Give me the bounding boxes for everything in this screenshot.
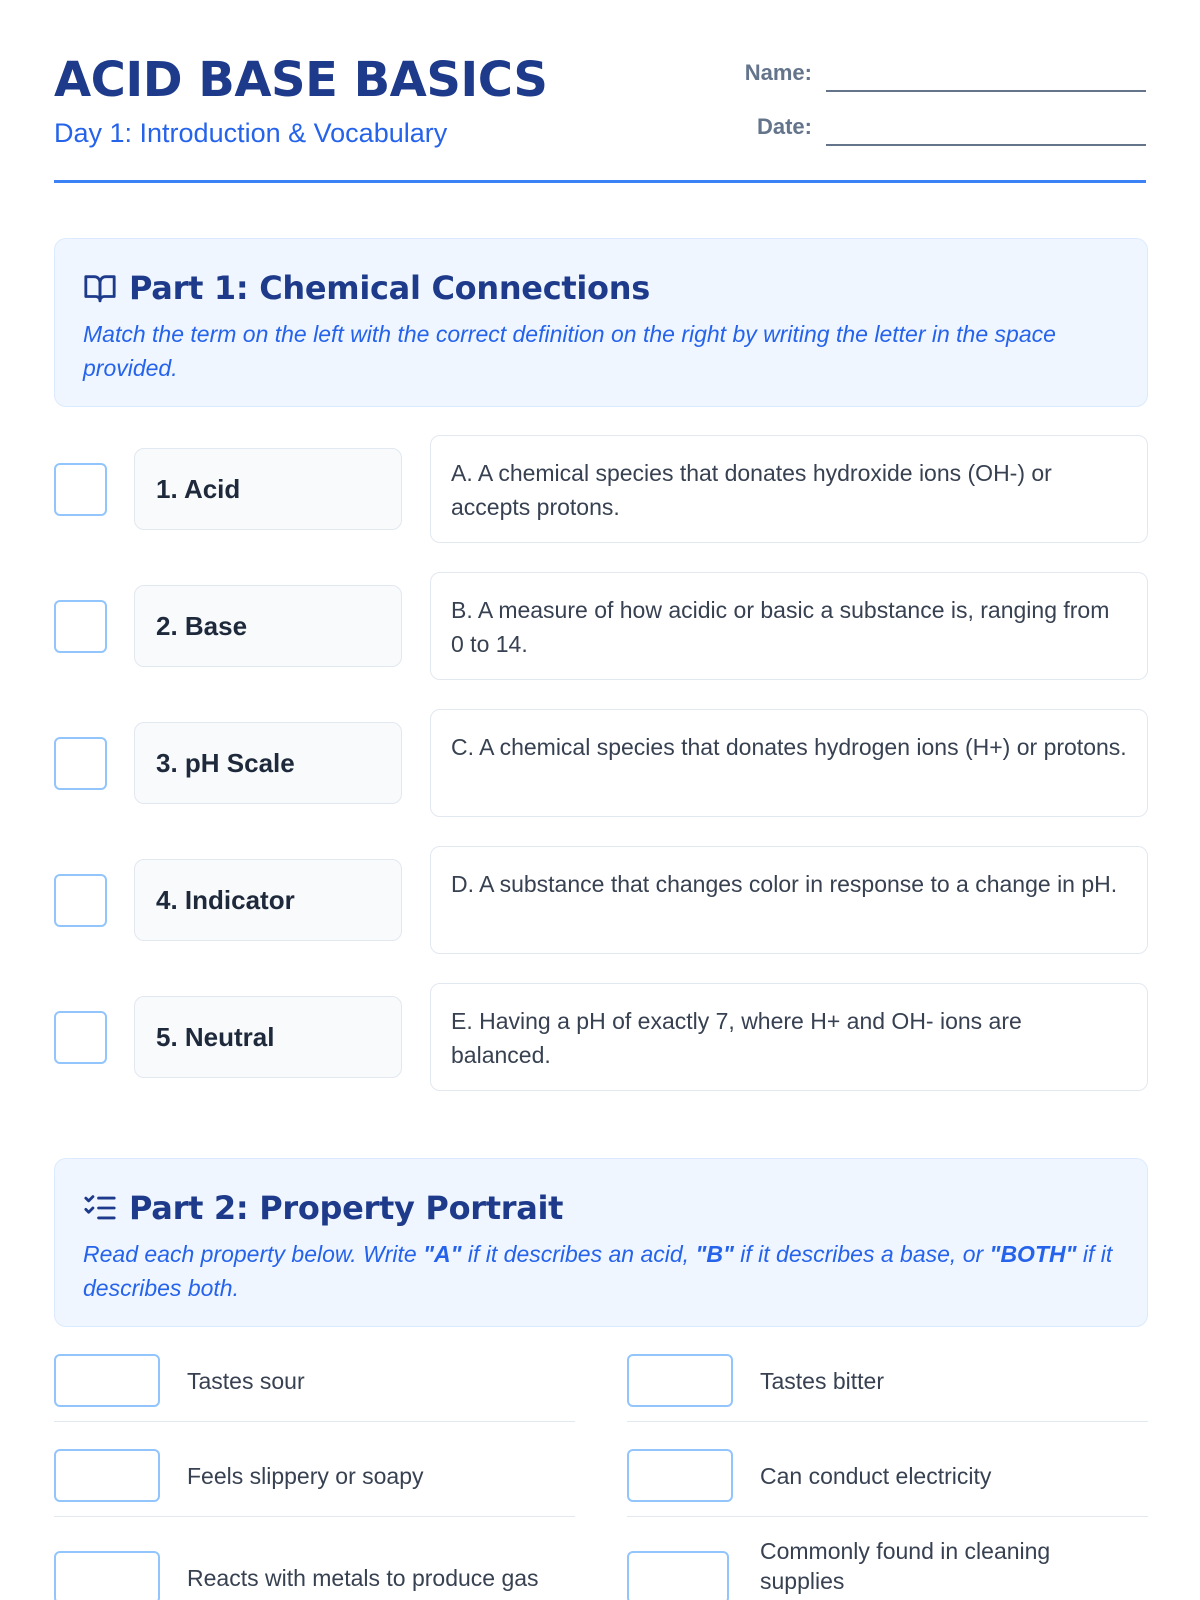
property-answer-box[interactable] <box>54 1449 160 1502</box>
answer-box[interactable] <box>54 1011 107 1064</box>
date-field <box>717 110 1146 146</box>
property-item <box>627 1538 1148 1600</box>
definition-text: C. A chemical species that donates hydrogen ions (H+) or protons. <box>430 709 1148 817</box>
answer-box[interactable] <box>54 600 107 653</box>
definition-text: D. A substance that changes color in response to a change in pH. <box>430 846 1148 954</box>
definition-text: B. A measure of how acidic or basic a substance is, ranging from 0 to 14. <box>430 572 1148 680</box>
part1-section <box>54 238 1148 407</box>
property-item <box>627 1449 1148 1517</box>
answer-box[interactable] <box>54 737 107 790</box>
answer-box[interactable] <box>54 874 107 927</box>
answer-box[interactable] <box>54 463 107 516</box>
worksheet-header <box>54 0 1146 184</box>
property-item <box>54 1449 575 1517</box>
part1-title: Part 1: Chemical Connections <box>129 269 650 307</box>
open-book-icon <box>83 271 117 305</box>
property-answer-box[interactable] <box>627 1449 733 1502</box>
term-label: 4. Indicator <box>134 859 402 941</box>
match-row <box>54 983 1148 1091</box>
term-label: 5. Neutral <box>134 996 402 1078</box>
date-label: Date: <box>756 114 812 139</box>
property-item <box>54 1551 575 1600</box>
match-row <box>54 435 1148 543</box>
part1-heading <box>83 269 1119 307</box>
match-row <box>54 572 1148 680</box>
term-label: 3. pH Scale <box>134 722 402 804</box>
match-row <box>54 846 1148 954</box>
part1-instructions: Match the term on the left with the correct definition on the right by writing the letter in the space provided. <box>83 321 1056 381</box>
name-field <box>717 56 1146 92</box>
property-text: Tastes sour <box>187 1368 305 1394</box>
term-label: 1. Acid <box>134 448 402 530</box>
match-row <box>54 709 1148 817</box>
term-label: 2. Base <box>134 585 402 667</box>
property-text: Feels slippery or soapy <box>187 1463 424 1489</box>
property-answer-box[interactable] <box>54 1354 160 1407</box>
property-answer-box[interactable] <box>54 1551 160 1600</box>
checklist-icon <box>83 1191 117 1225</box>
worksheet-title: ACID BASE BASICS <box>54 52 548 108</box>
property-answer-box[interactable] <box>627 1551 729 1600</box>
property-text: Reacts with metals to produce gas <box>187 1565 539 1591</box>
property-item <box>54 1354 575 1422</box>
part2-instructions: Read each property below. Write "A" if it describes an acid, "B" if it describes a base, or "BOTH" if it describes both. <box>83 1241 1113 1301</box>
definition-text: A. A chemical species that donates hydroxide ions (OH-) or accepts protons. <box>430 435 1148 543</box>
date-input-line[interactable] <box>826 110 1146 146</box>
part2-title: Part 2: Property Portrait <box>129 1189 564 1227</box>
property-text: Commonly found in cleaning supplies <box>760 1538 1051 1594</box>
name-input-line[interactable] <box>826 56 1146 92</box>
definition-text: E. Having a pH of exactly 7, where H+ and OH- ions are balanced. <box>430 983 1148 1091</box>
property-item <box>627 1354 1148 1422</box>
part2-heading <box>83 1189 1119 1227</box>
worksheet-subtitle: Day 1: Introduction & Vocabulary <box>54 118 448 148</box>
header-divider <box>54 180 1146 183</box>
property-answer-box[interactable] <box>627 1354 733 1407</box>
property-text: Can conduct electricity <box>760 1463 992 1489</box>
property-text: Tastes bitter <box>760 1368 884 1394</box>
name-label: Name: <box>744 60 812 85</box>
part2-section <box>54 1158 1148 1327</box>
